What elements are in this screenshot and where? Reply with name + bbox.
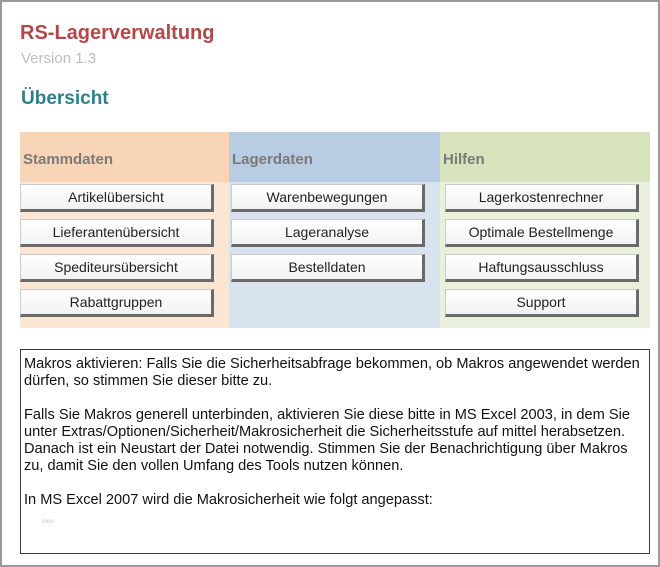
support-button[interactable]: Support xyxy=(445,289,639,317)
stammdaten-panel xyxy=(20,132,229,328)
macro-info-text xyxy=(24,356,648,526)
faint-watermark-text: Idee xyxy=(42,519,54,525)
lagerdaten-heading: Lagerdaten xyxy=(232,151,313,168)
stammdaten-heading: Stammdaten xyxy=(23,151,114,168)
lieferantenuebersicht-button[interactable]: Lieferantenübersicht xyxy=(20,219,214,247)
info-paragraph-excel-2007: In MS Excel 2007 wird die Makrosicherheit wie folgt angepasst: xyxy=(24,492,433,508)
haftungsausschluss-button[interactable]: Haftungsausschluss xyxy=(445,254,639,282)
lageranalyse-button[interactable]: Lageranalyse xyxy=(231,219,425,247)
warenbewegungen-button[interactable]: Warenbewegungen xyxy=(231,184,425,212)
artikeluebersicht-button[interactable]: Artikelübersicht xyxy=(20,184,214,212)
lagerkostenrechner-button[interactable]: Lagerkostenrechner xyxy=(445,184,639,212)
info-paragraph-macros: Makros aktivieren: Falls Sie die Sicherheitsabfrage bekommen, ob Makros angewendet werden dürfen, so stimmen Sie dieser bitte zu. xyxy=(24,356,640,389)
app-version: Version 1.3 xyxy=(21,50,97,67)
lagerdaten-panel xyxy=(229,132,440,328)
rabattgruppen-button[interactable]: Rabattgruppen xyxy=(20,289,214,317)
app-title: RS-Lagerverwaltung xyxy=(20,22,215,44)
spediteursuebersicht-button[interactable]: Spediteursübersicht xyxy=(20,254,214,282)
section-title: Übersicht xyxy=(21,88,109,109)
info-paragraph-excel-2003: Falls Sie Makros generell unterbinden, aktivieren Sie diese bitte in MS Excel 2003, in dem Sie unter Extras/Optionen/Sicherheit/Makrosicherheit die Sicherheitsstufe auf mittel herabsetzen. Danach ist ein Neustart der Datei notwendig. Stimmen Sie der Benachrichtigung über Makros zu, damit Sie den vollen Umfang des Tools nutzen können. xyxy=(24,407,630,474)
bestelldaten-button[interactable]: Bestelldaten xyxy=(231,254,425,282)
hilfen-heading: Hilfen xyxy=(443,151,485,168)
hilfen-panel xyxy=(440,132,650,328)
macro-info-box xyxy=(20,349,650,554)
optimale-bestellmenge-button[interactable]: Optimale Bestellmenge xyxy=(445,219,639,247)
